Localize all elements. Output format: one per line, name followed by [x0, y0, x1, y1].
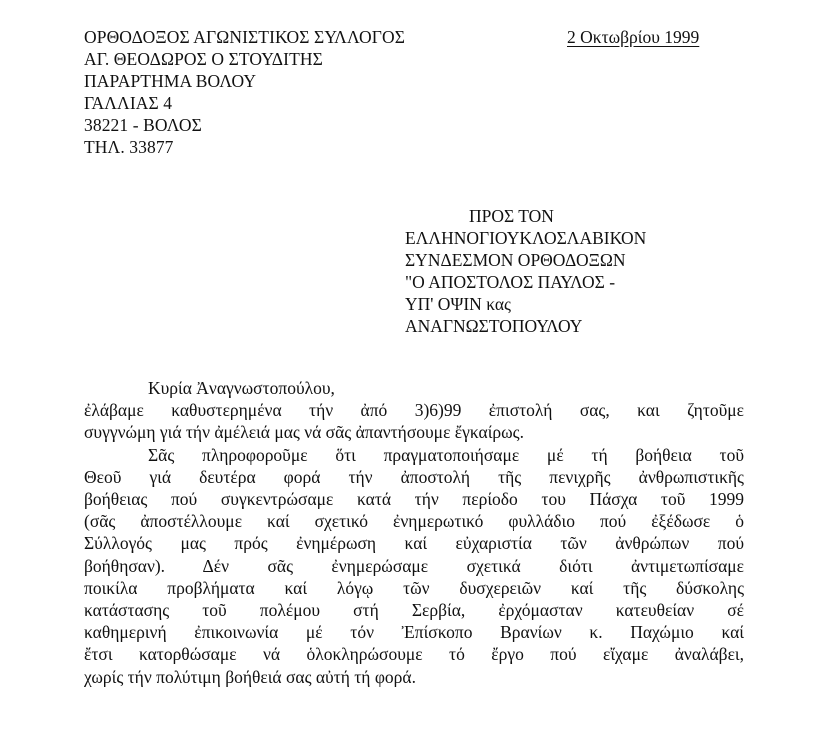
body-line: ποικίλα προβλήματα καί λόγῳ τῶν δυσχερειῶν καί τῆς δύσκολης	[84, 577, 744, 598]
recipient-to-line: ΠΡΟΣ ΤΟΝ	[469, 206, 554, 226]
sender-street: ΓΑΛΛΙΑΣ 4	[84, 93, 173, 113]
body-line: χωρίς τήν πολύτιμη βοήθειά σας αὐτή τή φορά.	[84, 666, 416, 687]
recipient-line: ΕΛΛΗΝΟΓΙΟΥΚΛΟΣΛΑΒΙΚΟΝ	[405, 228, 647, 248]
recipient-address-block	[405, 205, 646, 337]
body-line: καθημερινή ἐπικοινωνία μέ τόν Ἐπίσκοπο Βρανίων κ. Παχώμιο καί	[84, 622, 744, 643]
letter-body	[84, 377, 744, 688]
body-line: (σᾶς ἀποστέλλουμε καί σχετικό ἐνημερωτικό φυλλάδιο πού ἐξέδωσε ὁ	[84, 511, 744, 532]
body-line: βοήθησαν). Δέν σᾶς ἐνημερώσαμε σχετικά διότι ἀντιμετωπίσαμε	[84, 555, 744, 576]
body-line: ἐλάβαμε καθυστερημένα τήν ἀπό 3)6)99 ἐπιστολή σας, και ζητοῦμε	[84, 400, 744, 421]
recipient-line: "Ο ΑΠΟΣΤΟΛΟΣ ΠΑΥΛΟΣ -	[405, 272, 616, 292]
sender-postal-city: 38221 - ΒΟΛΟΣ	[84, 115, 202, 135]
body-line: συγγνώμη γιά τήν ἀμέλειά μας νά σᾶς ἀπαντήσουμε ἔγκαίρως.	[84, 422, 524, 443]
sender-address-block	[84, 26, 405, 158]
sender-phone: ΤΗΛ. 33877	[84, 137, 174, 157]
body-line: Θεοῦ γιά δευτέρα φορά τήν ἀποστολή τῆς πενιχρῆς ἀνθρωπιστικῆς	[84, 466, 744, 487]
salutation: Κυρία Ἀναγνωστοπούλου,	[148, 378, 335, 398]
sender-org-subtitle: ΑΓ. ΘΕΟΔΩΡΟΣ Ο ΣΤΟΥΔΙΤΗΣ	[84, 49, 323, 69]
body-line: Σᾶς πληροφοροῦμε ὅτι πραγματοποιήσαμε μέ τή βοήθεια τοῦ	[148, 444, 744, 465]
sender-branch: ΠΑΡΑΡΤΗΜΑ ΒΟΛΟΥ	[84, 71, 257, 91]
recipient-line: ΥΠ' ΟΨΙΝ κας	[405, 294, 511, 314]
body-line: βοήθειας πού συγκεντρώσαμε κατά τήν περίοδο του Πάσχα τοῦ 1999	[84, 489, 744, 510]
body-line: ἔτσι κατορθώσαμε νά ὁλοκληρώσουμε τό ἔργο πού εἴχαμε ἀναλάβει,	[84, 644, 744, 665]
recipient-line: ΣΥΝΔΕΣΜΟΝ ΟΡΘΟΔΟΞΩΝ	[405, 250, 626, 270]
recipient-line: ΑΝΑΓΝΩΣΤΟΠΟΥΛΟΥ	[405, 316, 583, 336]
sender-org-name: ΟΡΘΟΔΟΞΟΣ ΑΓΩΝΙΣΤΙΚΟΣ ΣΥΛΛΟΓΟΣ	[84, 27, 406, 47]
body-line: κατάστασης τοῦ πολέμου στή Σερβία, ἐρχόμασταν κατευθείαν σέ	[84, 600, 744, 621]
letter-date: 2 Οκτωβρίου 1999	[567, 27, 700, 47]
body-line: Σύλλογός μας πρός ἐνημέρωση καί εὐχαριστία τῶν ἀνθρώπων πού	[84, 533, 744, 554]
